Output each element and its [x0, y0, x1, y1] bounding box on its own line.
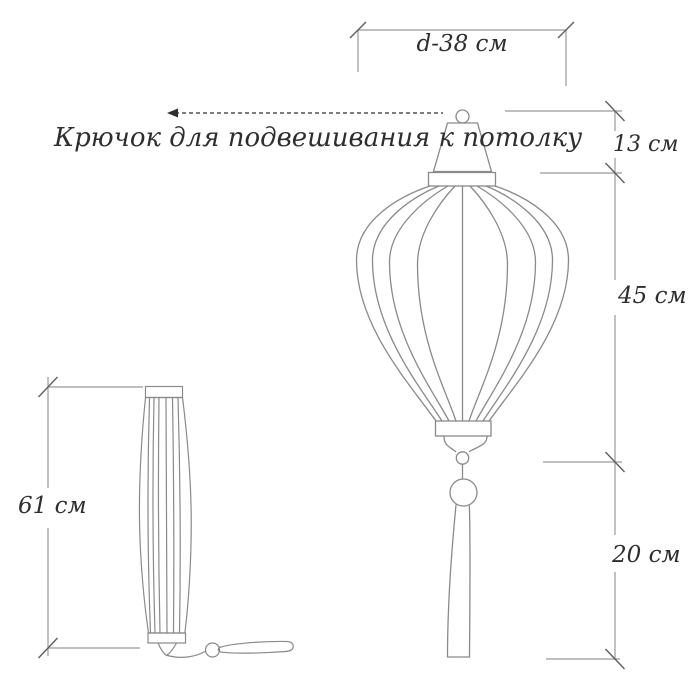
- folded-body-outline: [139, 398, 191, 634]
- tassel-ball: [450, 479, 477, 506]
- diameter-dimension-label: d-38 см: [416, 31, 508, 57]
- tassel-height-dimension-label: 20 см: [612, 542, 681, 568]
- folded-tassel: [218, 641, 293, 653]
- folded-funnel-tip: [158, 643, 177, 656]
- ornament-bead: [456, 452, 468, 464]
- rib-outline-right: [489, 186, 569, 421]
- rib-left-3: [418, 186, 457, 421]
- body-height-dimension-label: 45 см: [618, 283, 687, 309]
- hanging-ring: [456, 110, 469, 123]
- bottom-collar: [436, 421, 492, 436]
- arrowhead: [167, 109, 178, 118]
- top-collar: [429, 173, 496, 187]
- tassel: [448, 505, 471, 657]
- rib-left-1: [373, 186, 443, 421]
- folded-ribs: [148, 398, 180, 634]
- expanded-lantern-drawing: [357, 110, 569, 657]
- folded-ring: [206, 643, 220, 657]
- rib-right-1: [483, 186, 553, 421]
- cap-height-dimension-label: 13 см: [613, 132, 679, 157]
- dimension-ticks: [39, 22, 625, 669]
- folded-string: [168, 652, 206, 658]
- bell-ornament: [444, 437, 487, 452]
- folded-top-cap: [146, 387, 183, 398]
- rib-outline-left: [357, 186, 437, 421]
- hook-leader-arrow: [167, 109, 443, 118]
- folded-lantern-drawing: [139, 387, 293, 658]
- folded-height-dimension-label: 61 см: [18, 493, 87, 519]
- hook-annotation-label: Крючок для подвешивания к потолку: [54, 123, 583, 153]
- rib-right-3: [469, 186, 508, 421]
- folded-bottom-cap: [148, 633, 186, 643]
